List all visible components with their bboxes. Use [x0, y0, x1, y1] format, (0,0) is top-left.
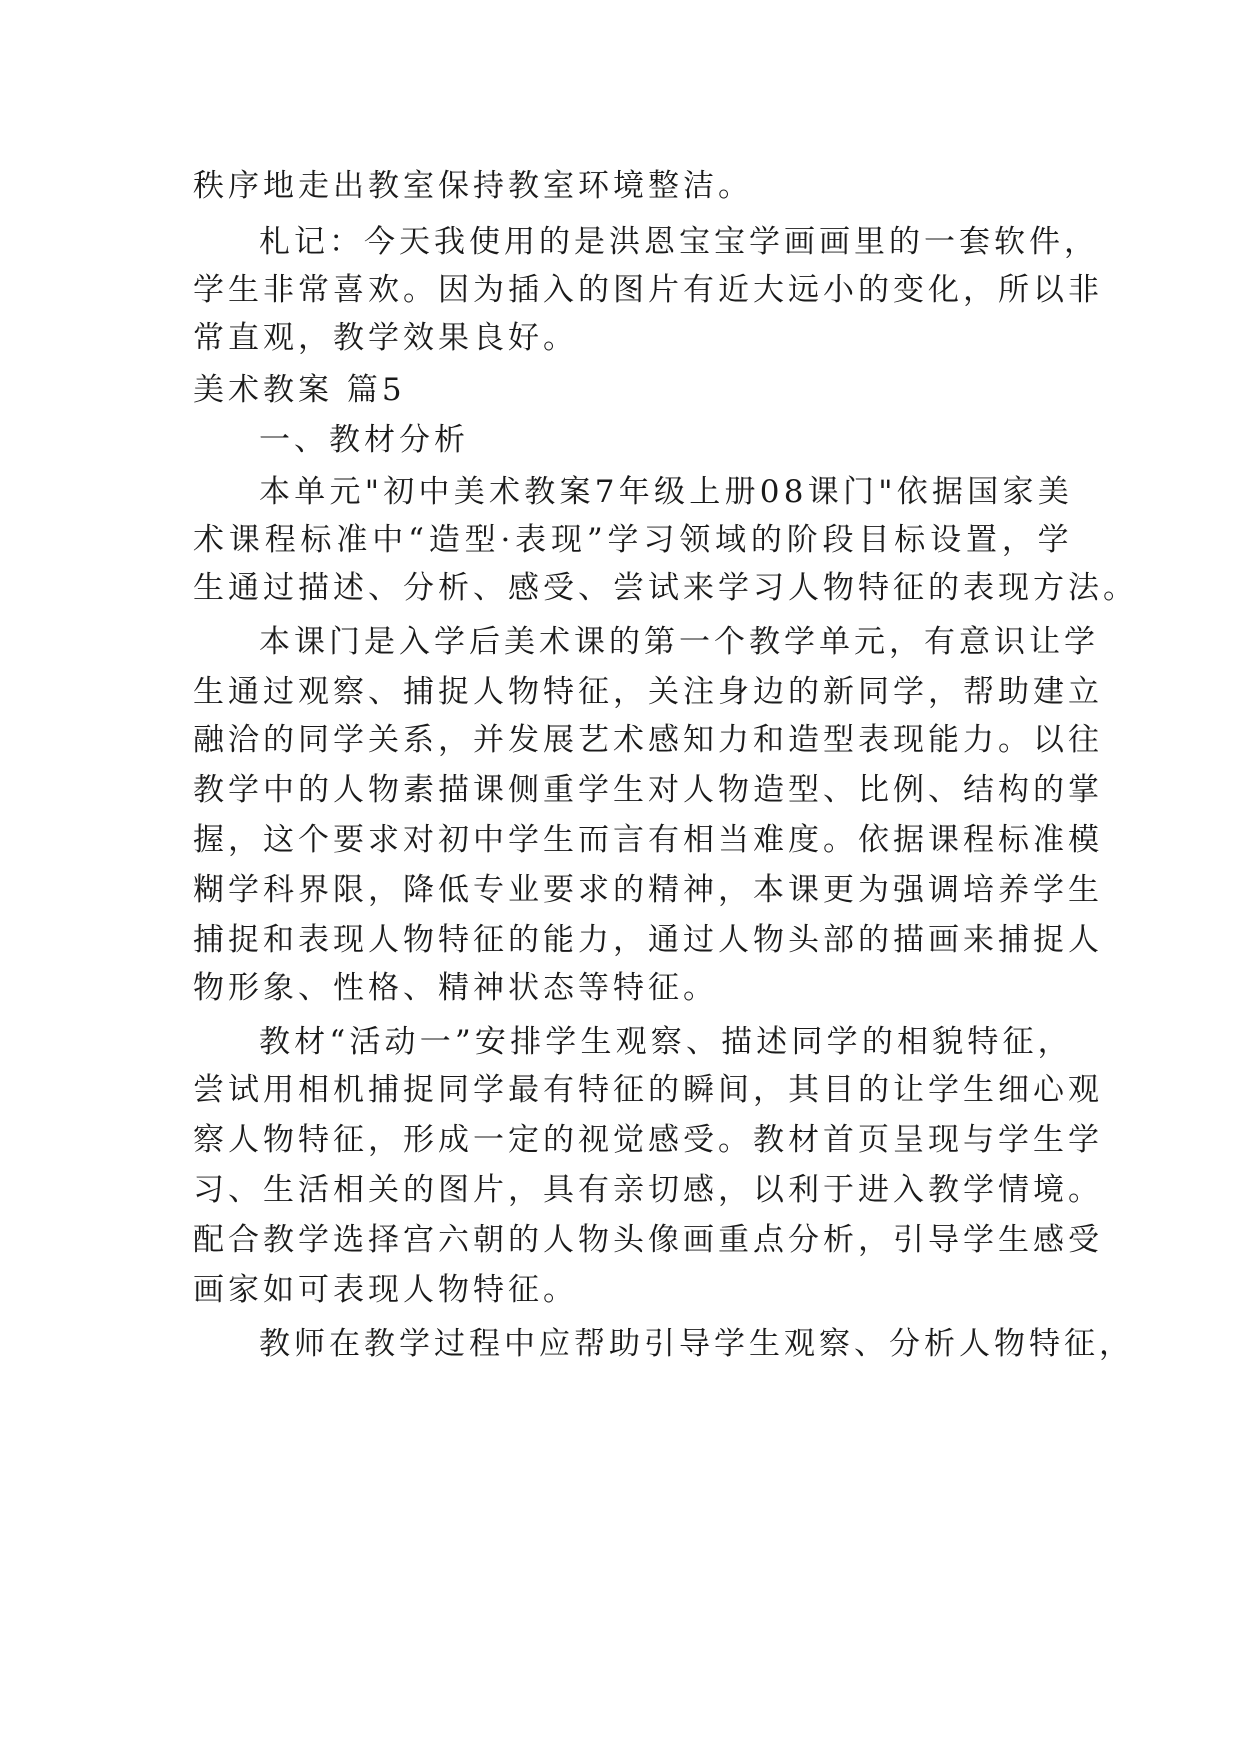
text-line: 尝 试 用 相 机 捕 捉 同 学 最 有 特 征 的 瞬 间 ， 其 目 的 让 学 生 细 心 观 [193, 1072, 1103, 1108]
text-line: 生 通 过 描 述 、 分 析 、 感 受 、 尝 试 来 学 习 人 物 特 征 的 表 现 方 法 。 [193, 570, 1138, 606]
text-line: 生 通 过 观 察 、 捕 捉 人 物 特 征 ， 关 注 身 边 的 新 同 学 ， 帮 助 建 立 [193, 674, 1103, 710]
text-line: 察 人 物 特 征 ， 形 成 一 定 的 视 觉 感 受 。 教 材 首 页 呈 现 与 学 生 学 [193, 1122, 1103, 1158]
text-line: 术 课 程 标 准 中 “ 造 型 · 表 现 ” 学 习 领 域 的 阶 段 目 标 设 置 ， 学 [193, 522, 1073, 558]
section-heading: 美术教案 篇5 [193, 372, 406, 408]
text-line: 札 记 ： 今 天 我 使 用 的 是 洪 恩 宝 宝 学 画 画 里 的 一 套 软 件 ， [259, 224, 1099, 260]
text-line: 教 学 中 的 人 物 素 描 课 侧 重 学 生 对 人 物 造 型 、 比 例 、 结 构 的 掌 [193, 772, 1103, 808]
text-line: 捕 捉 和 表 现 人 物 特 征 的 能 力 ， 通 过 人 物 头 部 的 描 画 来 捕 捉 人 [193, 922, 1103, 958]
text-line: 糊 学 科 界 限 ， 降 低 专 业 要 求 的 精 神 ， 本 课 更 为 强 调 培 养 学 生 [193, 872, 1103, 908]
text-line: 秩序地走出教室保持教室环境整洁。 [193, 168, 753, 204]
subsection-heading: 一、教材分析 [259, 422, 469, 458]
text-line: 学 生 非 常 喜 欢 。 因 为 插 入 的 图 片 有 近 大 远 小 的 变 化 ， 所 以 非 [193, 272, 1103, 308]
text-line: 习 、 生 活 相 关 的 图 片 ， 具 有 亲 切 感 ， 以 利 于 进 入 教 学 情 境 。 [193, 1172, 1103, 1208]
text-line: 物形象、性格、精神状态等特征。 [193, 970, 718, 1006]
text-line: 教 材 “ 活 动 一 ” 安 排 学 生 观 察 、 描 述 同 学 的 相 貌 特 征 ， [259, 1024, 1073, 1060]
text-line: 画家如可表现人物特征。 [193, 1272, 578, 1308]
text-line: 本 课 门 是 入 学 后 美 术 课 的 第 一 个 教 学 单 元 ， 有 意 识 让 学 [259, 624, 1099, 660]
text-line: 常直观，教学效果良好。 [193, 320, 578, 356]
text-line: 本 单 元 " 初 中 美 术 教 案 7 年 级 上 册 0 8 课 门 " 依 据 国 家 美 [259, 474, 1073, 510]
text-line: 配 合 教 学 选 择 宫 六 朝 的 人 物 头 像 画 重 点 分 析 ， 引 导 学 生 感 受 [193, 1222, 1103, 1258]
text-line: 融 洽 的 同 学 关 系 ， 并 发 展 艺 术 感 知 力 和 造 型 表 现 能 力 。 以 往 [193, 722, 1103, 758]
text-line: 握 ， 这 个 要 求 对 初 中 学 生 而 言 有 相 当 难 度 。 依 据 课 程 标 准 模 [193, 822, 1103, 858]
text-line: 教 师 在 教 学 过 程 中 应 帮 助 引 导 学 生 观 察 、 分 析 人 物 特 征 ， [259, 1326, 1134, 1362]
